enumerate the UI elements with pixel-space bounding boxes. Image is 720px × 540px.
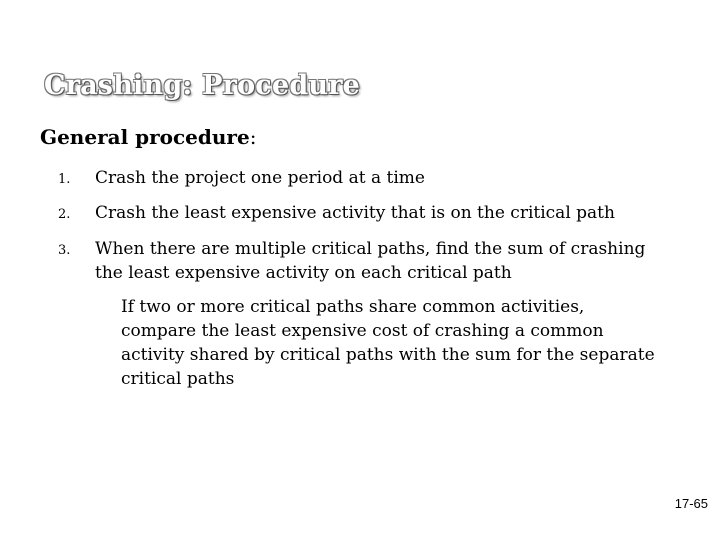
- heading-colon: :: [249, 125, 257, 149]
- sub-item-text: If two or more critical paths share common activities, compare the least expensive cost of crashing a common activity shared by critical paths with the sum for the separate critical paths: [121, 297, 655, 389]
- slide-title: Crashing: Procedure: [44, 70, 361, 101]
- list-item-number: 1.: [58, 172, 71, 187]
- list-item-number: 2.: [58, 207, 71, 222]
- list-item-text: Crash the project one period at a time: [95, 168, 425, 188]
- section-heading: [36, 125, 256, 149]
- list-item-number: 3.: [58, 243, 71, 258]
- list-item-text: Crash the least expensive activity that is on the critical path: [95, 203, 615, 223]
- list-item-text: When there are multiple critical paths, find the sum of crashing the least expensive activity on each critical path: [95, 239, 646, 283]
- heading-text: General procedure: [40, 125, 250, 149]
- slide-number: 17-65: [674, 496, 708, 511]
